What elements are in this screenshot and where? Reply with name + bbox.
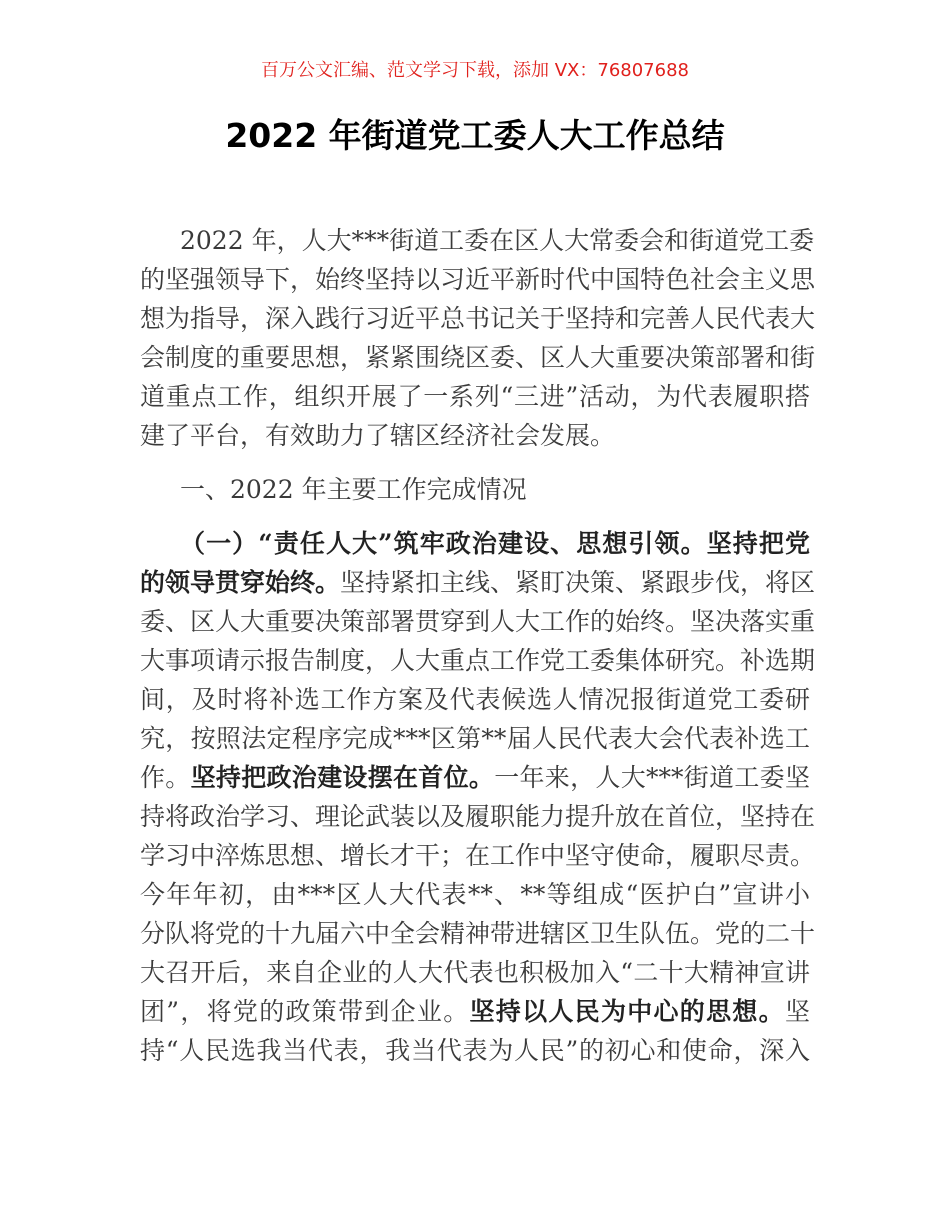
- text-segment: 建了平台，有效助力了辖区经济社会发展。: [140, 421, 616, 450]
- document-title: 2022 年街道党工委人大工作总结: [225, 116, 725, 155]
- text-line: [140, 992, 810, 1031]
- text-line: [140, 1031, 810, 1070]
- text-segment: 间，及时将补选工作方案及代表候选人情况报街道党工委研: [140, 685, 810, 714]
- text-segment: 团”，将党的政策带到企业。: [140, 997, 470, 1026]
- bold-text: 的领导贯穿始终。: [140, 568, 341, 597]
- bold-text: 坚持把政治建设摆在首位。: [190, 763, 495, 792]
- text-segment: 学习中淬炼思想、增长才干；在工作中坚守使命，履职尽责。: [140, 841, 816, 870]
- text-segment: 坚持紧扣主线、紧盯决策、紧跟步伐，将区: [340, 568, 816, 597]
- text-line: [140, 221, 815, 260]
- section-heading: 一、2022 年主要工作完成情况: [180, 475, 527, 504]
- text-segment: 一年来，人大***街道工委坚: [494, 763, 810, 792]
- text-line: [140, 416, 810, 455]
- document-body: [140, 221, 816, 1085]
- text-segment: 大事项请示报告制度，人大重点工作党工委集体研究。补选期: [140, 646, 816, 675]
- text-line: [140, 680, 810, 719]
- text-segment: 大召开后，来自企业的人大代表也积极加入“二十大精神宣讲: [140, 958, 810, 987]
- text-segment: 的坚强领导下，始终坚持以习近平新时代中国特色社会主义思: [140, 265, 816, 294]
- text-line: [140, 524, 810, 563]
- text-segment: 作。: [140, 763, 191, 792]
- text-segment: 委、区人大重要决策部署贯穿到人大工作的始终。坚决落实重: [140, 607, 816, 636]
- text-line: [140, 641, 816, 680]
- text-segment: 持“人民选我当代表，我当代表为人民”的初心和使命，深入: [140, 1036, 810, 1065]
- section-paragraph: [140, 524, 816, 1070]
- text-segment: 道重点工作，组织开展了一系列“三进”活动，为代表履职搭: [140, 382, 810, 411]
- text-line: [140, 260, 816, 299]
- text-line: [140, 563, 816, 602]
- text-segment: 究，按照法定程序完成***区第**届人民代表大会代表补选工: [140, 724, 810, 753]
- bold-text: 坚持以人民为中心的思想。: [469, 997, 785, 1026]
- text-segment: 2022 年，人大***街道工委在区人大常委会和街道党工委: [180, 226, 815, 255]
- text-line: [140, 836, 816, 875]
- text-segment: 持将政治学习、理论武装以及履职能力提升放在首位，坚持在: [140, 802, 816, 831]
- text-line: [140, 953, 810, 992]
- text-line: [140, 719, 810, 758]
- text-segment: 分队将党的十九届六中全会精神带进辖区卫生队伍。党的二十: [140, 919, 816, 948]
- text-line: [140, 299, 816, 338]
- text-line: [140, 338, 816, 377]
- text-line: [140, 377, 810, 416]
- text-segment: 想为指导，深入践行习近平总书记关于坚持和完善人民代表大: [140, 304, 816, 333]
- text-line: [140, 602, 816, 641]
- bold-text: （一）“责任人大”筑牢政治建设、思想引领。坚持把党: [180, 529, 810, 558]
- text-segment: 坚: [784, 997, 810, 1026]
- text-line: [140, 758, 810, 797]
- text-line: [140, 875, 810, 914]
- text-line: [140, 914, 816, 953]
- text-line: [140, 797, 816, 836]
- intro-paragraph: [140, 221, 816, 455]
- text-segment: 会制度的重要思想，紧紧围绕区委、区人大重要决策部署和街: [140, 343, 816, 372]
- watermark-banner: 百万公文汇编、范文学习下载，添加 VX：76807688: [261, 60, 689, 81]
- text-segment: 今年年初，由***区人大代表**、**等组成“医护白”宣讲小: [140, 880, 810, 909]
